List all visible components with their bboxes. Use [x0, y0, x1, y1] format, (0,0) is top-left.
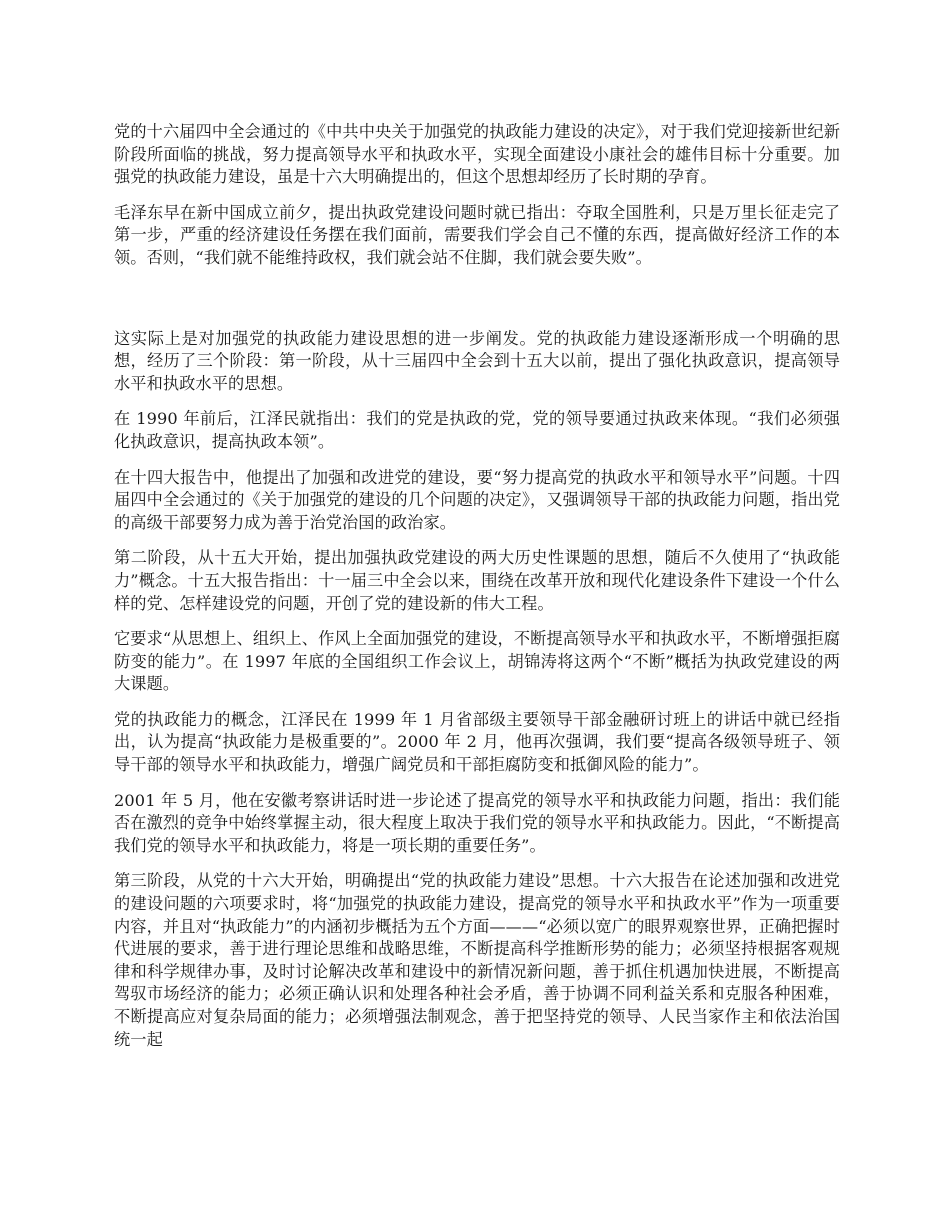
paragraph-4: 在 1990 年前后，江泽民就指出：我们的党是执政的党，党的领导要通过执政来体现。“我们必须强化执政意识，提高执政本领”。 [114, 409, 840, 451]
paragraph-2: 毛泽东早在新中国成立前夕，提出执政党建设问题时就已指出：夺取全国胜利，只是万里长征走完了第一步，严重的经济建设任务摆在我们面前，需要我们学会自己不懂的东西，提高做好经济工作的本领。否则，“我们就不能维持政权，我们就会站不住脚，我们就会要失败”。 [114, 202, 840, 267]
paragraph-3: 这实际上是对加强党的执政能力建设思想的进一步阐发。党的执政能力建设逐渐形成一个明确的思想，经历了三个阶段：第一阶段，从十三届四中全会到十五大以前，提出了强化执政意识，提高领导水平和执政水平的思想。 [114, 328, 840, 393]
paragraph-8: 党的执政能力的概念，江泽民在 1999 年 1 月省部级主要领导干部金融研讨班上的讲话中就已经指出，认为提高“执政能力是极重要的”。2000 年 2 月，他再次强调，我们要“提高各级领导班子、领导干部的领导水平和执政能力，增强广阔党员和干部拒腐防变和抵御风险的能力”。 [114, 709, 840, 775]
paragraph-5: 在十四大报告中，他提出了加强和改进党的建设，要“努力提高党的执政水平和领导水平”问题。十四届四中全会通过的《关于加强党的建设的几个问题的决定》，又强调领导干部的执政能力问题，指出党的高级干部要努力成为善于治党治国的政治家。 [114, 467, 840, 532]
paragraph-1: 党的十六届四中全会通过的《中共中央关于加强党的执政能力建设的决定》，对于我们党迎接新世纪新阶段所面临的挑战，努力提高领导水平和执政水平，实现全面建设小康社会的雄伟目标十分重要。加强党的执政能力建设，虽是十六大明确提出的，但这个思想却经历了长时期的孕育。 [114, 122, 840, 187]
paragraph-6: 第二阶段，从十五大开始，提出加强执政党建设的两大历史性课题的思想，随后不久使用了“执政能力”概念。十五大报告指出：十一届三中全会以来，围绕在改革开放和现代化建设条件下建设一个什么样的党、怎样建设党的问题，开创了党的建设新的伟大工程。 [114, 548, 840, 613]
paragraph-7: 它要求“从思想上、组织上、作风上全面加强党的建设，不断提高领导水平和执政水平，不断增强拒腐防变的能力”。在 1997 年底的全国组织工作会议上，胡锦涛将这两个“不断”概括为执政党建设的两大课题。 [114, 629, 840, 694]
document-page [114, 121, 840, 1051]
paragraph-9: 2001 年 5 月，他在安徽考察讲话时进一步论述了提高党的领导水平和执政能力问题，指出：我们能否在激烈的竞争中始终掌握主动，很大程度上取决于我们党的领导水平和执政能力。因此，“不断提高我们党的领导水平和执政能力，将是一项长期的重要任务”。 [114, 790, 840, 855]
paragraph-10: 第三阶段，从党的十六大开始，明确提出“党的执政能力建设”思想。十六大报告在论述加强和改进党的建设问题的六项要求时，将“加强党的执政能力建设，提高党的领导水平和执政水平”作为一项重要内容，并且对“执政能力”的内涵初步概括为五个方面———“必须以宽广的眼界观察世界，正确把握时代进展的要求，善于进行理论思维和战略思维，不断提高科学推断形势的能力；必须坚持根据客观规律和科学规律办事，及时讨论解决改革和建设中的新情况新问题，善于抓住机遇加快进展，不断提高驾驭市场经济的能力；必须正确认识和处理各种社会矛盾，善于协调不同利益关系和克服各种困难，不断提高应对复杂局面的能力；必须增强法制观念，善于把坚持党的领导、人民当家作主和依法治国统一起 [114, 871, 840, 1049]
